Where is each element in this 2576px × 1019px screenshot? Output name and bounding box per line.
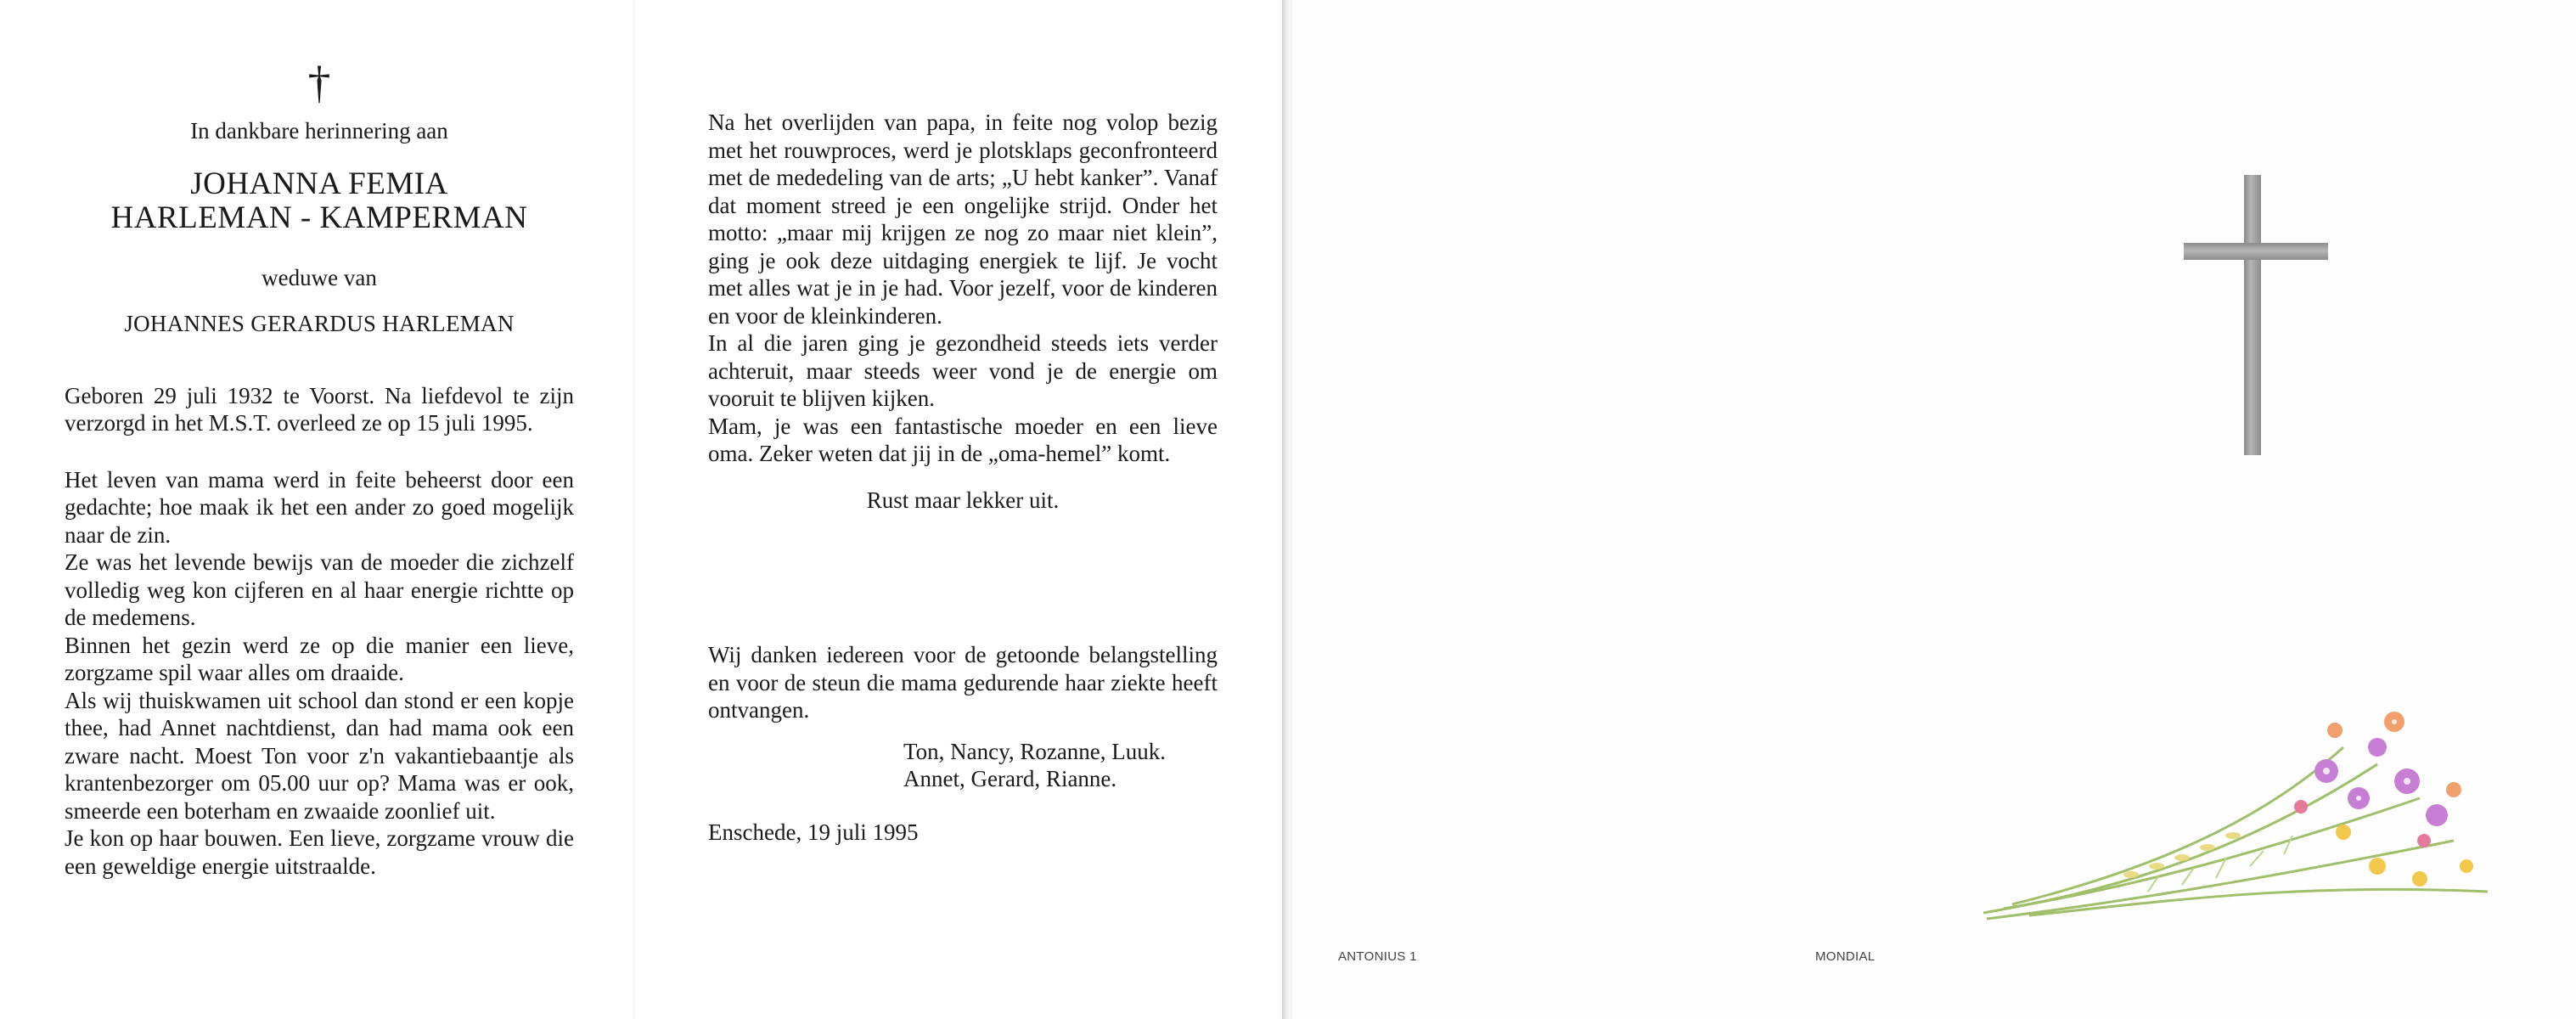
- illness-paragraph: Na het overlijden van papa, in feite nog volop bezig met het rouwproces, werd je plotsklaps geconfronteerd met de mededeling van de arts; „U hebt kanker”. Vanaf dat moment streed je een ongelijke strijd. Onder het motto: „maar mij krijgen ze nog zo maar niet klein”, ging je ook deze uitdaging energiek te lijf. Je vocht met alles wat je in je had. Voor jezelf, voor de kinderen en voor de kleinkinderen.: [708, 110, 1218, 329]
- illness-paragraph: In al die jaren ging je gezondheid steeds iets verder achteruit, maar steeds weer vond je de energie om vooruit te blijven kijken.: [708, 330, 1218, 411]
- footer-right-label: MONDIAL: [1815, 949, 1876, 964]
- inner-spread: [0, 0, 1282, 1019]
- husband-name: JOHANNES GERARDUS HARLEMAN: [124, 311, 515, 336]
- left-column: [65, 59, 574, 880]
- life-paragraph-line: Ze was het levende bewijs van de moeder die zichzelf volledig weg kon cijferen en al haar energie richtte op de medemens.: [65, 549, 574, 630]
- center-crease: [633, 0, 635, 1019]
- deceased-name-line1: JOHANNA FEMIA: [190, 166, 448, 201]
- thanks-paragraph: Wij danken iedereen voor de getoonde belangstelling en voor de steun die mama gedurende haar ziekte heeft ontvangen.: [708, 642, 1218, 723]
- life-paragraph-line: Als wij thuiskwamen uit school dan stond er een kopje thee, had Annet nachtdienst, dan had mama ook een zware nacht. Moest Ton voor z'n vakantiebaantje als krantenbezorger om 05.00 uur op? Mama was er ook, smeerde een boterham en zwaaide zoonlief uit.: [65, 687, 574, 824]
- cross-icon-arm: [2184, 243, 2328, 260]
- birth-paragraph: Geboren 29 juli 1932 te Voorst. Na liefdevol te zijn verzorgd in het M.S.T. overleed ze op 15 juli 1995.: [65, 382, 574, 436]
- widow-of-label: weduwe van: [262, 264, 377, 290]
- intro-text: In dankbare herinnering aan: [190, 118, 448, 144]
- life-paragraph-line: Binnen het gezin werd ze op die manier een lieve, zorgzame spil waar alles om draaide.: [65, 632, 574, 685]
- life-paragraph-line: Je kon op haar bouwen. Een lieve, zorgzame vrouw die een geweldige energie uitstraalde.: [65, 825, 574, 879]
- signers-line2: Annet, Gerard, Rianne.: [903, 766, 1117, 791]
- footer-left-label: ANTONIUS 1: [1338, 949, 1417, 964]
- place-date: Enschede, 19 juli 1995: [708, 819, 919, 845]
- cross-icon: [2244, 175, 2261, 455]
- page-fold: [1282, 0, 1291, 1019]
- flower-bouquet-illustration: [1978, 696, 2522, 934]
- cross-symbol: †: [307, 57, 331, 108]
- deceased-name-line2: HARLEMAN - KAMPERMAN: [110, 200, 528, 235]
- life-paragraph-line: Het leven van mama werd in feite beheerst door een gedachte; hoe maak ik het een ander zo goed mogelijk naar de zin.: [65, 466, 574, 548]
- right-column: [708, 109, 1218, 846]
- illness-paragraph: Mam, je was een fantastische moeder en een lieve oma. Zeker weten dat jij in de „oma-hemel” komt.: [708, 413, 1218, 466]
- closing-line: Rust maar lekker uit.: [866, 487, 1060, 513]
- signers-line1: Ton, Nancy, Rozanne, Luuk.: [903, 738, 1167, 764]
